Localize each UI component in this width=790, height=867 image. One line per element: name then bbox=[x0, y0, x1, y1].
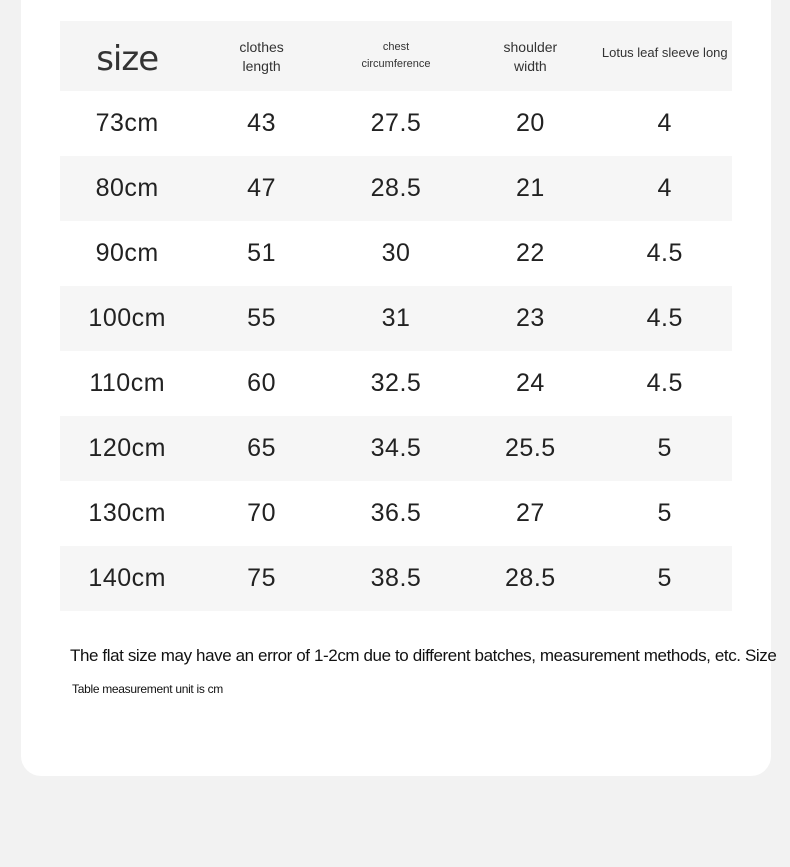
cell-size: 90cm bbox=[95, 239, 159, 267]
cell-sleeve-length: 4.5 bbox=[646, 369, 683, 397]
cell-sleeve-length: 5 bbox=[657, 434, 672, 462]
cell-clothes-length: 70 bbox=[247, 499, 276, 527]
cell-chest-circumference: 38.5 bbox=[370, 564, 422, 592]
cell-clothes-length: 43 bbox=[247, 109, 276, 137]
table-row bbox=[60, 351, 732, 416]
cell-chest-circumference: 30 bbox=[381, 239, 411, 267]
measurement-unit-note: Table measurement unit is cm bbox=[72, 682, 223, 696]
table-row bbox=[60, 91, 732, 156]
table-row bbox=[60, 286, 732, 351]
cell-sleeve-length: 4 bbox=[657, 174, 672, 202]
table-row bbox=[60, 546, 732, 611]
cell-size: 100cm bbox=[88, 304, 166, 332]
cell-clothes-length: 75 bbox=[247, 564, 276, 592]
header-lotus-leaf-sleeve-long: Lotus leaf sleeve long bbox=[601, 45, 728, 61]
cell-chest-circumference: 32.5 bbox=[370, 369, 422, 397]
cell-size: 140cm bbox=[88, 564, 166, 592]
table-row bbox=[60, 156, 732, 221]
header-clothes-length: clothes length bbox=[239, 39, 284, 74]
cell-size: 80cm bbox=[95, 174, 159, 202]
cell-shoulder-width: 24 bbox=[515, 369, 545, 397]
cell-shoulder-width: 25.5 bbox=[505, 434, 556, 462]
cell-size: 120cm bbox=[88, 434, 166, 462]
cell-sleeve-length: 5 bbox=[657, 564, 672, 592]
table-row bbox=[60, 221, 732, 286]
cell-size: 73cm bbox=[95, 109, 159, 137]
cell-sleeve-length: 5 bbox=[657, 499, 672, 527]
cell-chest-circumference: 34.5 bbox=[370, 434, 422, 462]
cell-sleeve-length: 4.5 bbox=[646, 304, 683, 332]
cell-chest-circumference: 31 bbox=[381, 304, 411, 332]
measurement-note: The flat size may have an error of 1-2cm due to different batches, measurement methods, etc. Size bbox=[70, 646, 777, 665]
header-size: size bbox=[96, 39, 159, 80]
cell-chest-circumference: 28.5 bbox=[370, 174, 422, 202]
size-table bbox=[60, 21, 732, 611]
cell-shoulder-width: 20 bbox=[515, 109, 545, 137]
cell-clothes-length: 55 bbox=[247, 304, 276, 332]
table-row bbox=[60, 481, 732, 546]
table-row bbox=[60, 416, 732, 481]
cell-shoulder-width: 23 bbox=[515, 304, 545, 332]
cell-sleeve-length: 4.5 bbox=[646, 239, 683, 267]
header-chest-circumference: chest circumference bbox=[361, 40, 431, 70]
cell-clothes-length: 60 bbox=[247, 369, 276, 397]
cell-sleeve-length: 4 bbox=[657, 109, 672, 137]
header-shoulder-width: shoulder width bbox=[503, 39, 558, 74]
cell-chest-circumference: 36.5 bbox=[370, 499, 422, 527]
cell-clothes-length: 51 bbox=[247, 239, 276, 267]
cell-clothes-length: 65 bbox=[247, 434, 276, 462]
cell-shoulder-width: 27 bbox=[515, 499, 545, 527]
cell-size: 110cm bbox=[89, 369, 166, 397]
cell-chest-circumference: 27.5 bbox=[370, 109, 422, 137]
cell-shoulder-width: 21 bbox=[515, 174, 545, 202]
table-header-row bbox=[60, 21, 732, 91]
cell-clothes-length: 47 bbox=[247, 174, 276, 202]
cell-shoulder-width: 22 bbox=[515, 239, 545, 267]
cell-shoulder-width: 28.5 bbox=[505, 564, 556, 592]
cell-size: 130cm bbox=[88, 499, 166, 527]
